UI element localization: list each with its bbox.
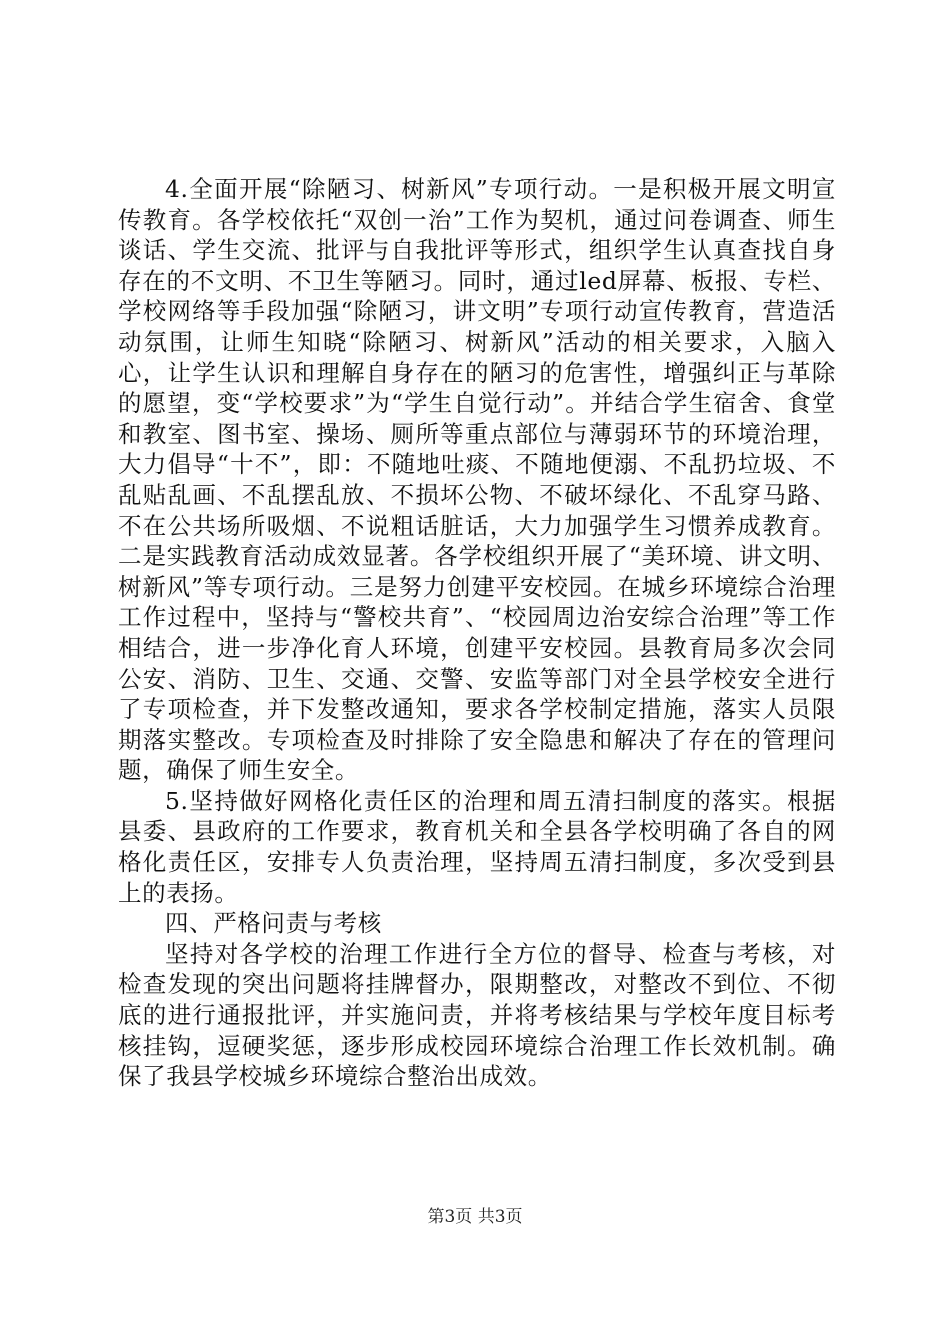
- page-number-footer: 第3页 共3页: [427, 1207, 523, 1227]
- section-heading: 四、严格问责与考核: [165, 909, 382, 938]
- paragraph-item-4: 4.全面开展“除陋习、树新风”专项行动。一是积极开展文明宣传教育。各学校依托“双创一治”工作为契机，通过问卷调查、师生谈话、学生交流、批评与自我批评等形式，组织学生认真查找自身存在的不文明、不卫生等陋习。同时，通过led屏幕、板报、专栏、学校网络等手段加强“除陋习，讲文明”专项行动宣传教育，营造活动氛围，让师生知晓“除陋习、树新风”活动的相关要求，入脑入心，让学生认识和理解自身存在的陋习的危害性，增强纠正与革除的愿望，变“学校要求”为“学生自觉行动”。并结合学生宿舍、食堂和教室、图书室、操场、厕所等重点部位与薄弱环节的环境治理，大力倡导“十不”，即：不随地吐痰、不随地便溺、不乱扔垃圾、不乱贴乱画、不乱摆乱放、不损坏公物、不破坏绿化、不乱穿马路、不在公共场所吸烟、不说粗话脏话，大力加强学生习惯养成教育。二是实践教育活动成效显著。各学校组织开展了“美环境、讲文明、树新风”等专项行动。三是努力创建平安校园。在城乡环境综合治理工作过程中，坚持与“警校共育”、“校园周边治安综合治理”等工作相结合，进一步净化育人环境，创建平安校园。县教育局多次会同公安、消防、卫生、交通、交警、安监等部门对全县学校安全进行了专项检查，并下发整改通知，要求各学校制定措施，落实人员限期落实整改。专项检查及时排除了安全隐患和解决了存在的管理问题，确保了师生安全。: [118, 175, 836, 785]
- paragraph-item-5: 5.坚持做好网格化责任区的治理和周五清扫制度的落实。根据县委、县政府的工作要求，教育机关和全县各学校明确了各自的网格化责任区，安排专人负责治理，坚持周五清扫制度，多次受到县上的表扬。: [118, 786, 836, 907]
- closing-paragraph: 坚持对各学校的治理工作进行全方位的督导、检查与考核，对检查发现的突出问题将挂牌督办，限期整改，对整改不到位、不彻底的进行通报批评，并实施问责，并将考核结果与学校年度目标考核挂钩，逗硬奖惩，逐步形成校园环境综合治理工作长效机制。确保了我县学校城乡环境综合整治出成效。: [118, 939, 836, 1091]
- document-body: [118, 174, 836, 1092]
